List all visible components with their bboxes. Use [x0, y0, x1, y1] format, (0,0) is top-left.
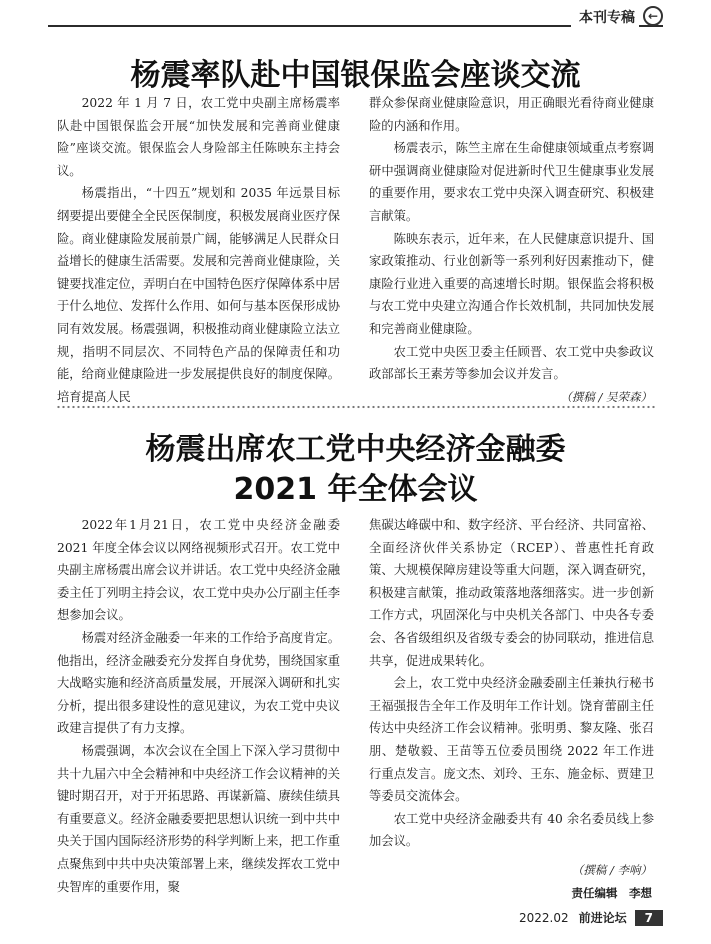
article2-title-line1: 杨震出席农工党中央经济金融委: [145, 432, 566, 467]
circle-arrow-icon: ←: [643, 6, 663, 26]
issue-number: 2022.02: [519, 910, 569, 925]
article2-title-line2: 2021 年全体会议: [233, 472, 478, 507]
article2-byline: （撰稿 / 李响）: [571, 862, 652, 877]
article2-column-left: [57, 514, 340, 898]
article2-paragraph: 会上，农工党中央经济金融委副主任兼执行秘书王福强报告全年工作及明年工作计划。饶育蕾副主任传达中央经济工作会议精神。张明勇、黎友隆、张召朋、楚敬毅、王苗等五位委员围绕 2022 年工作进行重点发言。庞文杰、刘玲、王东、施金标、贾建卫等委员交流体会。: [369, 676, 654, 804]
article2-paragraph: 杨震强调，本次会议在全国上下深入学习贯彻中共十九届六中全会精神和中央经济工作会议精神的关键时期召开，对于开拓思路、再谋新篇、赓续佳绩具有重要意义。经济金融委要把思想认识统一到中共中央关于国内国际经济形势的科学判断上来，把工作重点聚焦到中共中央决策部署上来，继续发挥农工党中央智库的重要作用，聚: [57, 743, 340, 894]
article2-paragraph: 农工党中央经济金融委共有 40 余名委员线上参加会议。: [369, 811, 654, 849]
responsible-editor: 责任编辑 李想: [571, 885, 652, 900]
article1-paragraph: 2022 年 1 月 7 日，农工党中央副主席杨震率队赴中国银保监会开展“加快发展和完善商业健康险”座谈交流。银保监会人身险部主任陈映东主持会议。: [57, 96, 340, 178]
article2-paragraph: 焦碳达峰碳中和、数字经济、平台经济、共同富裕、全面经济伙伴关系协定（RCEP）、普惠性托育政策、大规模保障房建设等重大问题，深入调查研究，积极建言献策，推动政策落地落细落实。进一步创新工作方式，巩固深化与中央机关各部门、中央各专委会、各省级组织及省级专委会的协同联动，推进信息共享，促进成果转化。: [369, 518, 654, 668]
article1-paragraph: 陈映东表示，近年来，在人民健康意识提升、国家政策推动、行业创新等一系列利好因素推动下，健康险行业进入重要的高速增长时期。银保监会将积极与农工党中央建立沟通合作长效机制，共同加快发展和完善商业健康险。: [369, 231, 654, 336]
article1-title: 杨震率队赴中国银保监会座谈交流: [130, 58, 581, 93]
page-header: [0, 0, 711, 34]
article1-byline: （撰稿 / 吴荣森）: [560, 389, 652, 404]
article2-column-right: [369, 514, 654, 904]
section-divider: [56, 404, 655, 410]
article2-paragraph: 2022年1月21日，农工党中央经济金融委 2021 年度全体会议以网络视频形式召开。农工党中央副主席杨震出席会议并讲话。农工党中央经济金融委主任丁列明主持会议，农工党中央办公厅副主任李想参加会议。: [57, 518, 340, 623]
article1-paragraph: 杨震指出，“十四五”规划和 2035 年远景目标纲要提出要健全全民医保制度，积极发展商业医疗保险。商业健康险发展前景广阔，能够满足人民群众日益增长的健康生活需要。发展和完善商业健康险，关键要找准定位，弄明白在中国特色医疗保障体系中居于什么地位、发挥什么作用、如何与基本医保形成协同有效发展。杨震强调，积极推动商业健康险立法立规，指明不同层次、不同特色产品的保障责任和功能，给商业健康险进一步发展提供良好的制度保障。培育提高人民: [57, 186, 340, 404]
article1-paragraph: 杨震表示，陈竺主席在生命健康领域重点考察调研中强调商业健康险对促进新时代卫生健康事业发展的重要作用，要求农工党中央深入调查研究、积极建言献策。: [369, 141, 654, 223]
section-label: 本刊专稿: [571, 7, 639, 27]
page-number: 7: [635, 910, 663, 926]
page-footer: [519, 909, 663, 926]
magazine-name: 前进论坛: [578, 911, 627, 925]
article2-paragraph: 杨震对经济金融委一年来的工作给予高度肯定。他指出，经济金融委充分发挥自身优势，围绕国家重大战略实施和经济高质量发展，开展深入调研和扎实分析，提出很多建设性的意见建议，为农工党中央议政建言提供了有力支撑。: [57, 630, 340, 736]
article1-column-right: [369, 92, 654, 408]
article1-column-left: [57, 92, 340, 408]
article1-paragraph: 农工党中央医卫委主任顾晋、农工党中央参政议政部部长王素芳等参加会议并发言。: [369, 344, 654, 382]
article1-paragraph: 群众参保商业健康险意识，用正确眼光看待商业健康险的内涵和作用。: [369, 96, 654, 133]
